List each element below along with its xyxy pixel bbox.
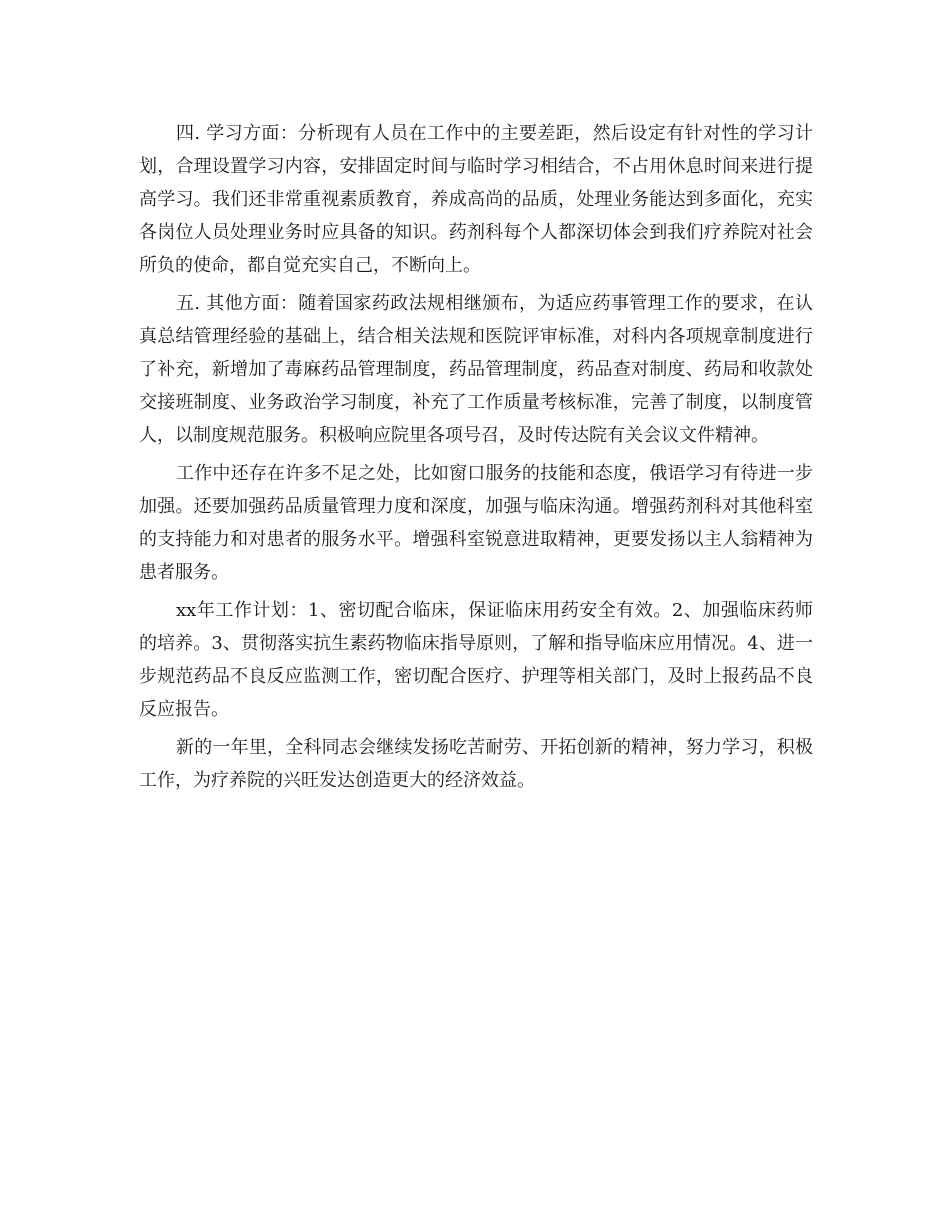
paragraph-work-plan: xx年工作计划：1、密切配合临床，保证临床用药安全有效。2、加强临床药师的培养。3、贯彻落实抗生素药物临床指导原则，了解和指导临床应用情况。4、进一步规范药品不良反应监测工作，密切配合医疗、护理等相关部门，及时上报药品不良反应报告。 <box>139 600 813 720</box>
paragraph-new-year: 新的一年里，全科同志会继续发扬吃苦耐劳、开拓创新的精神，努力学习，积极工作，为疗养院的兴旺发达创造更大的经济效益。 <box>139 737 813 791</box>
paragraph-shortcomings: 工作中还存在许多不足之处，比如窗口服务的技能和态度，俄语学习有待进一步加强。还要加强药品质量管理力度和深度，加强与临床沟通。增强药剂科对其他科室的支持能力和对患者的服务水平。增强科室锐意进取精神，更要发扬以主人翁精神为患者服务。 <box>139 463 813 583</box>
paragraph-other-aspects: 五. 其他方面：随着国家药政法规相继颁布，为适应药事管理工作的要求，在认真总结管理经验的基础上，结合相关法规和医院评审标准，对科内各项规章制度进行了补充，新增加了毒麻药品管理制度，药品管理制度，药品查对制度、药局和收款处交接班制度、业务政治学习制度，补充了工作质量考核标准，完善了制度，以制度管人，以制度规范服务。积极响应院里各项号召，及时传达院有关会议文件精神。 <box>139 293 813 446</box>
paragraph-study: 四. 学习方面：分析现有人员在工作中的主要差距，然后设定有针对性的学习计划，合理设置学习内容，安排固定时间与临时学习相结合，不占用休息时间来进行提高学习。我们还非常重视素质教育，养成高尚的品质，处理业务能达到多面化，充实各岗位人员处理业务时应具备的知识。药剂科每个人都深切体会到我们疗养院对社会所负的使命，都自觉充实自己，不断向上。 <box>139 123 813 276</box>
document-body <box>139 117 813 802</box>
